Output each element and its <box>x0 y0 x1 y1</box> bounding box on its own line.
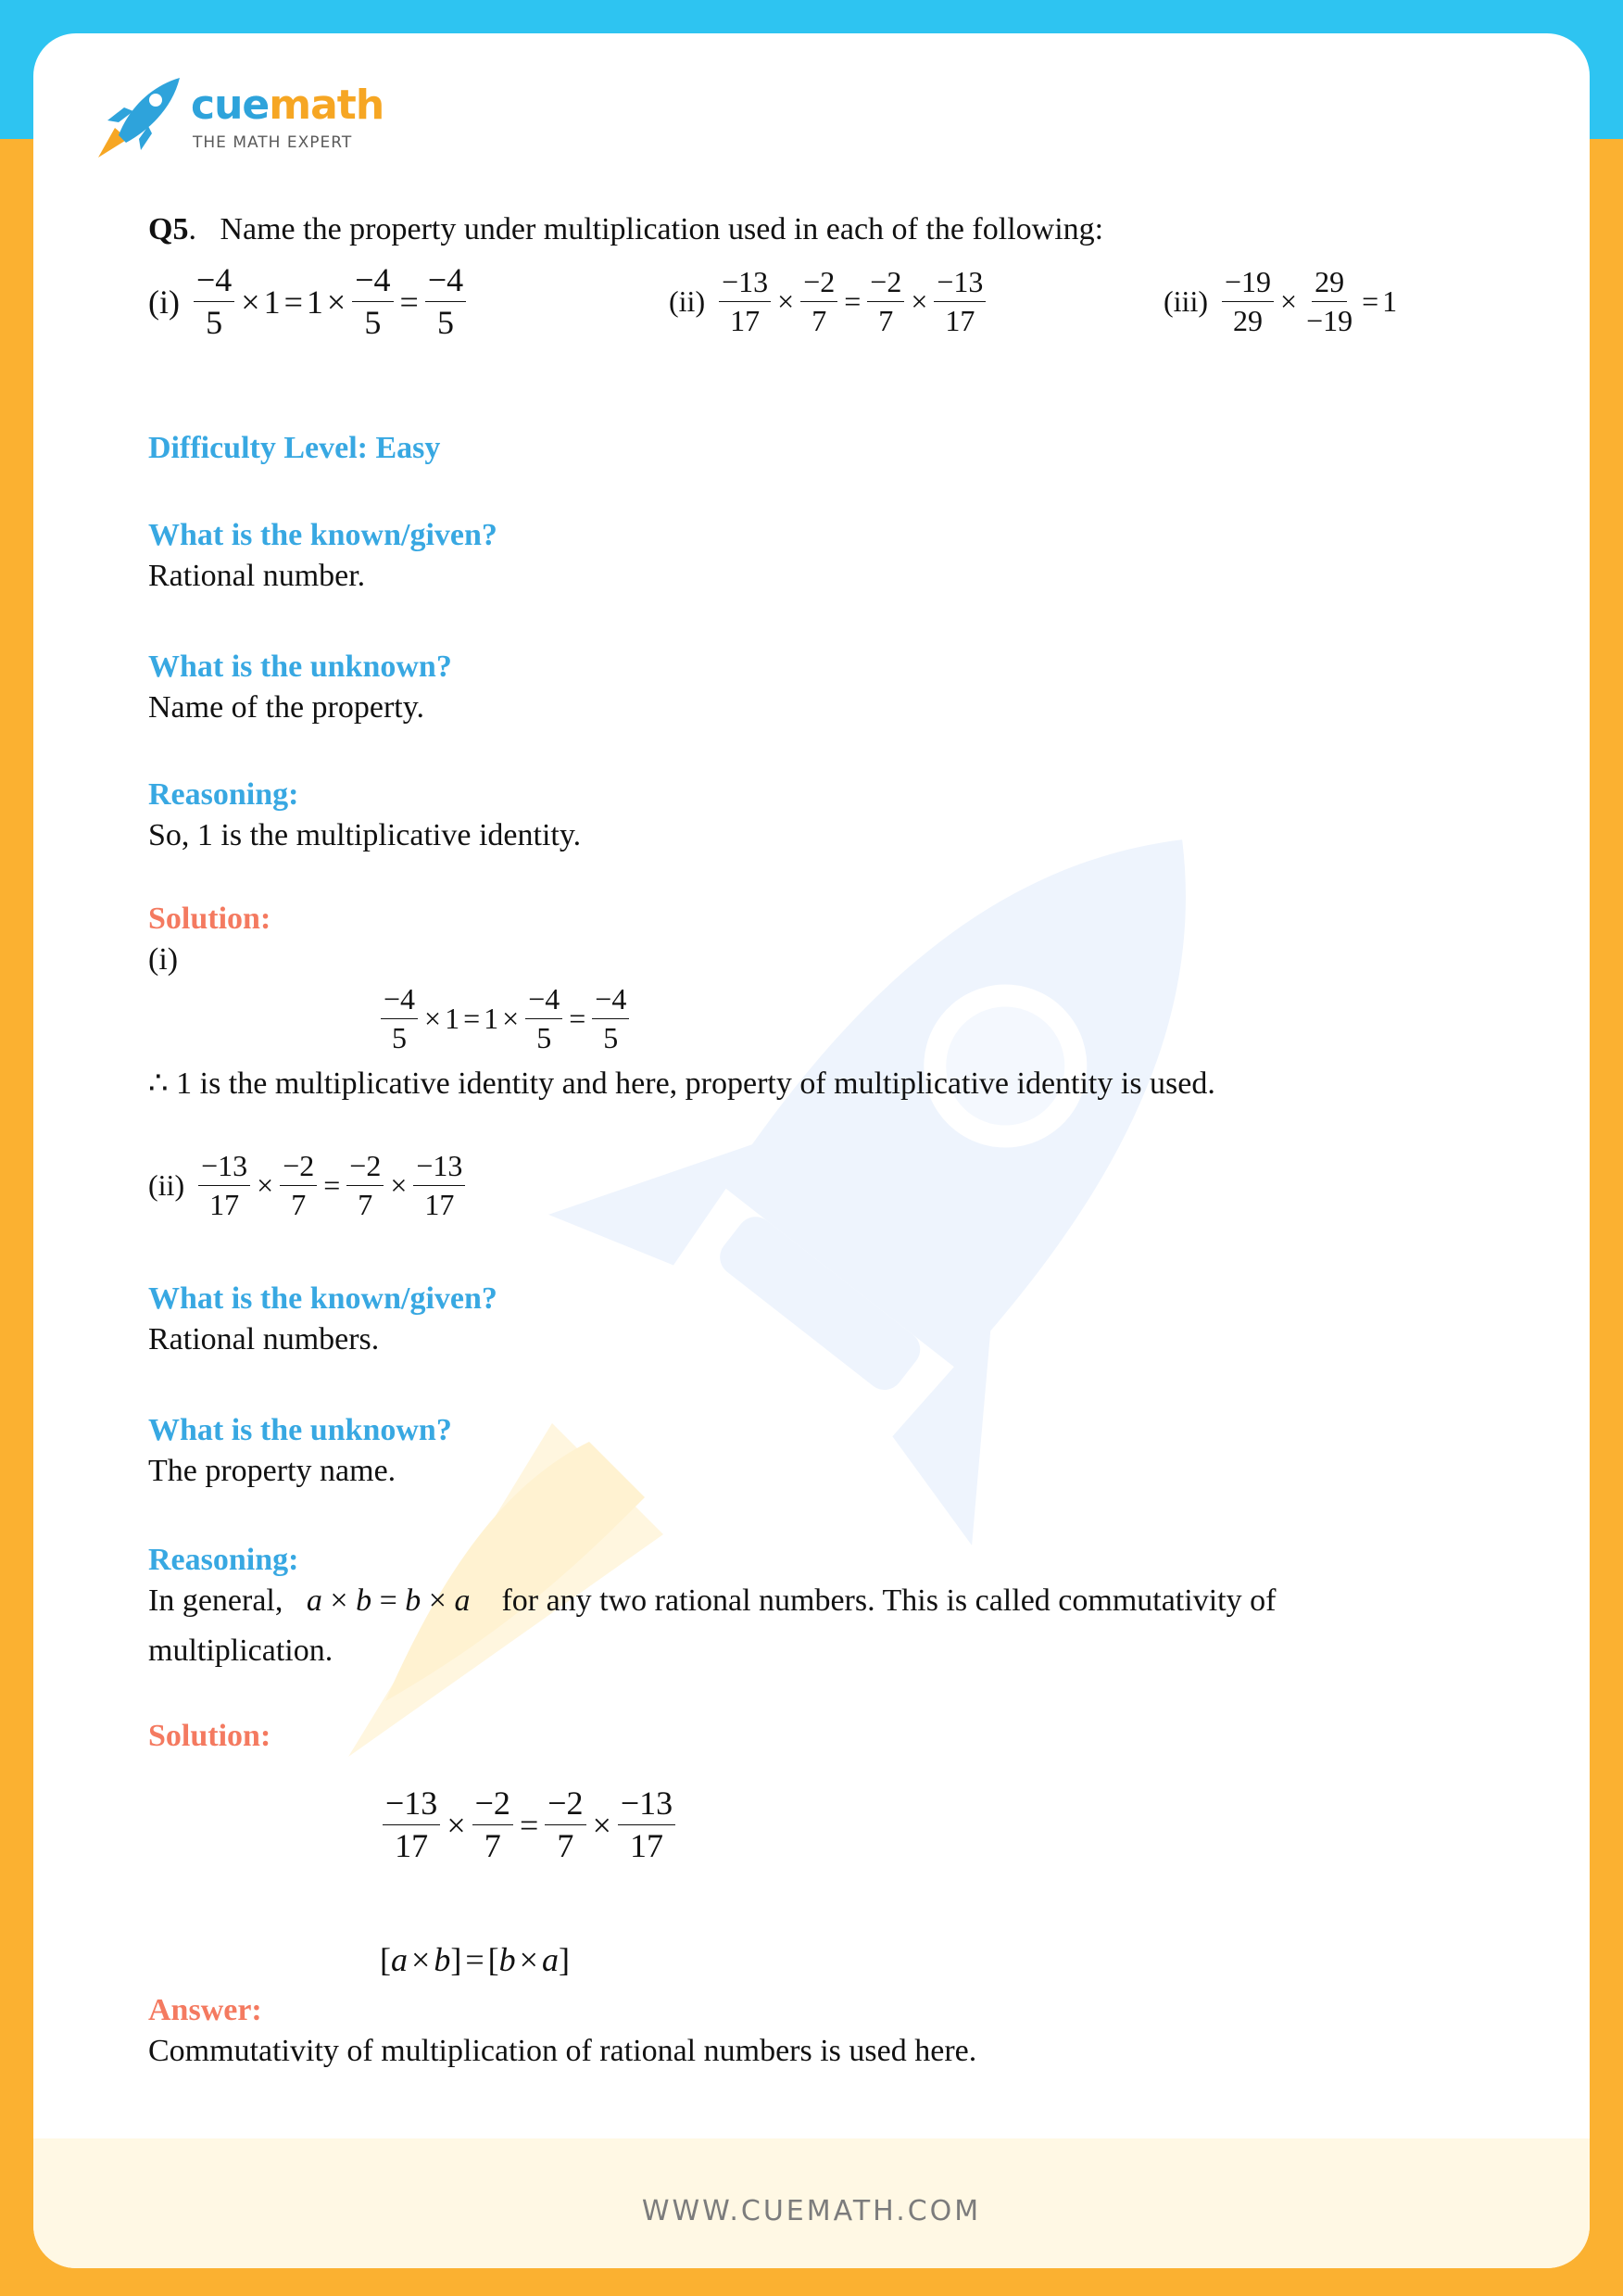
reasoning-heading-1: Reasoning: <box>148 777 299 812</box>
known-text-2: Rational numbers. <box>148 1322 380 1356</box>
solution-heading-2: Solution: <box>148 1719 271 1753</box>
solution-label-1: (i) <box>148 942 179 977</box>
reasoning-heading-2: Reasoning: <box>148 1543 299 1577</box>
worksheet-card <box>33 33 1590 2268</box>
footer-url[interactable]: WWW.CUEMATH.COM <box>641 2195 982 2227</box>
brand-name: cuemath <box>191 82 384 129</box>
part-ii-equation: (ii) $\frac{-13}{17}$ × $\frac{-2}{7}$ = $\frac{-2}{7}$ × $\frac{-13}{17}$ <box>148 1149 468 1222</box>
rocket-logo-icon <box>91 74 183 159</box>
question-text: Name the property under multiplication used in each of the following: <box>220 212 1104 246</box>
known-heading-1: What is the known/given? <box>148 518 497 552</box>
unknown-heading-1: What is the unknown? <box>148 650 452 684</box>
known-text-1: Rational number. <box>148 559 366 593</box>
question-part-iii: (iii) $\frac{-19}{29}$ × $\frac{29}{-19}$ = 1 <box>1164 265 1398 337</box>
conclusion-text-1: ∴ 1 is the multiplicative identity and here, property of multiplicative identity is used. <box>148 1066 1215 1101</box>
reasoning-text-1: So, 1 is the multiplicative identity. <box>148 818 582 852</box>
question-title: Q5. Name the property under multiplication used in each of the following: <box>148 212 1104 246</box>
answer-heading: Answer: <box>148 1993 262 2027</box>
reasoning-text-2-line2: multiplication. <box>148 1634 333 1668</box>
brand-tagline: THE MATH EXPERT <box>193 133 353 152</box>
question-part-ii: (ii) $\frac{-13}{17}$ × $\frac{-2}{7}$ = $\frac{-2}{7}$ × $\frac{-13}{17}$ <box>669 265 988 338</box>
unknown-text-2: The property name. <box>148 1454 396 1488</box>
solution-heading-1: Solution: <box>148 902 271 936</box>
difficulty-level: Difficulty Level: Easy <box>148 431 441 465</box>
unknown-text-1: Name of the property. <box>148 690 425 725</box>
question-part-i: (i) $\frac{-4}{5}$ × 1 = 1 × $\frac{-4}{5}$ = $\frac{-4}{5}$ <box>148 261 469 343</box>
question-number: Q5 <box>148 212 189 246</box>
solution-equation-1: $\frac{-4}{5}$ × 1 = 1 × $\frac{-4}{5}$ = $\frac{-4}{5}$ <box>378 982 632 1055</box>
answer-text: Commutativity of multiplication of rational numbers is used here. <box>148 2034 977 2068</box>
footer <box>33 2138 1590 2268</box>
solution-equation-2: $\frac{-13}{17}$ × $\frac{-2}{7}$ = $\frac{-2}{7}$ × $\frac{-13}{17}$ <box>380 1785 678 1866</box>
known-heading-2: What is the known/given? <box>148 1281 497 1316</box>
rocket-watermark-icon <box>311 719 1386 1794</box>
commutative-bracket-formula: [ a × b ] = [ b × a ] <box>380 1941 570 1978</box>
unknown-heading-2: What is the unknown? <box>148 1413 452 1447</box>
reasoning-text-2: In general, a × b = b × a for any two rational numbers. This is called commutativity of <box>148 1583 1277 1618</box>
